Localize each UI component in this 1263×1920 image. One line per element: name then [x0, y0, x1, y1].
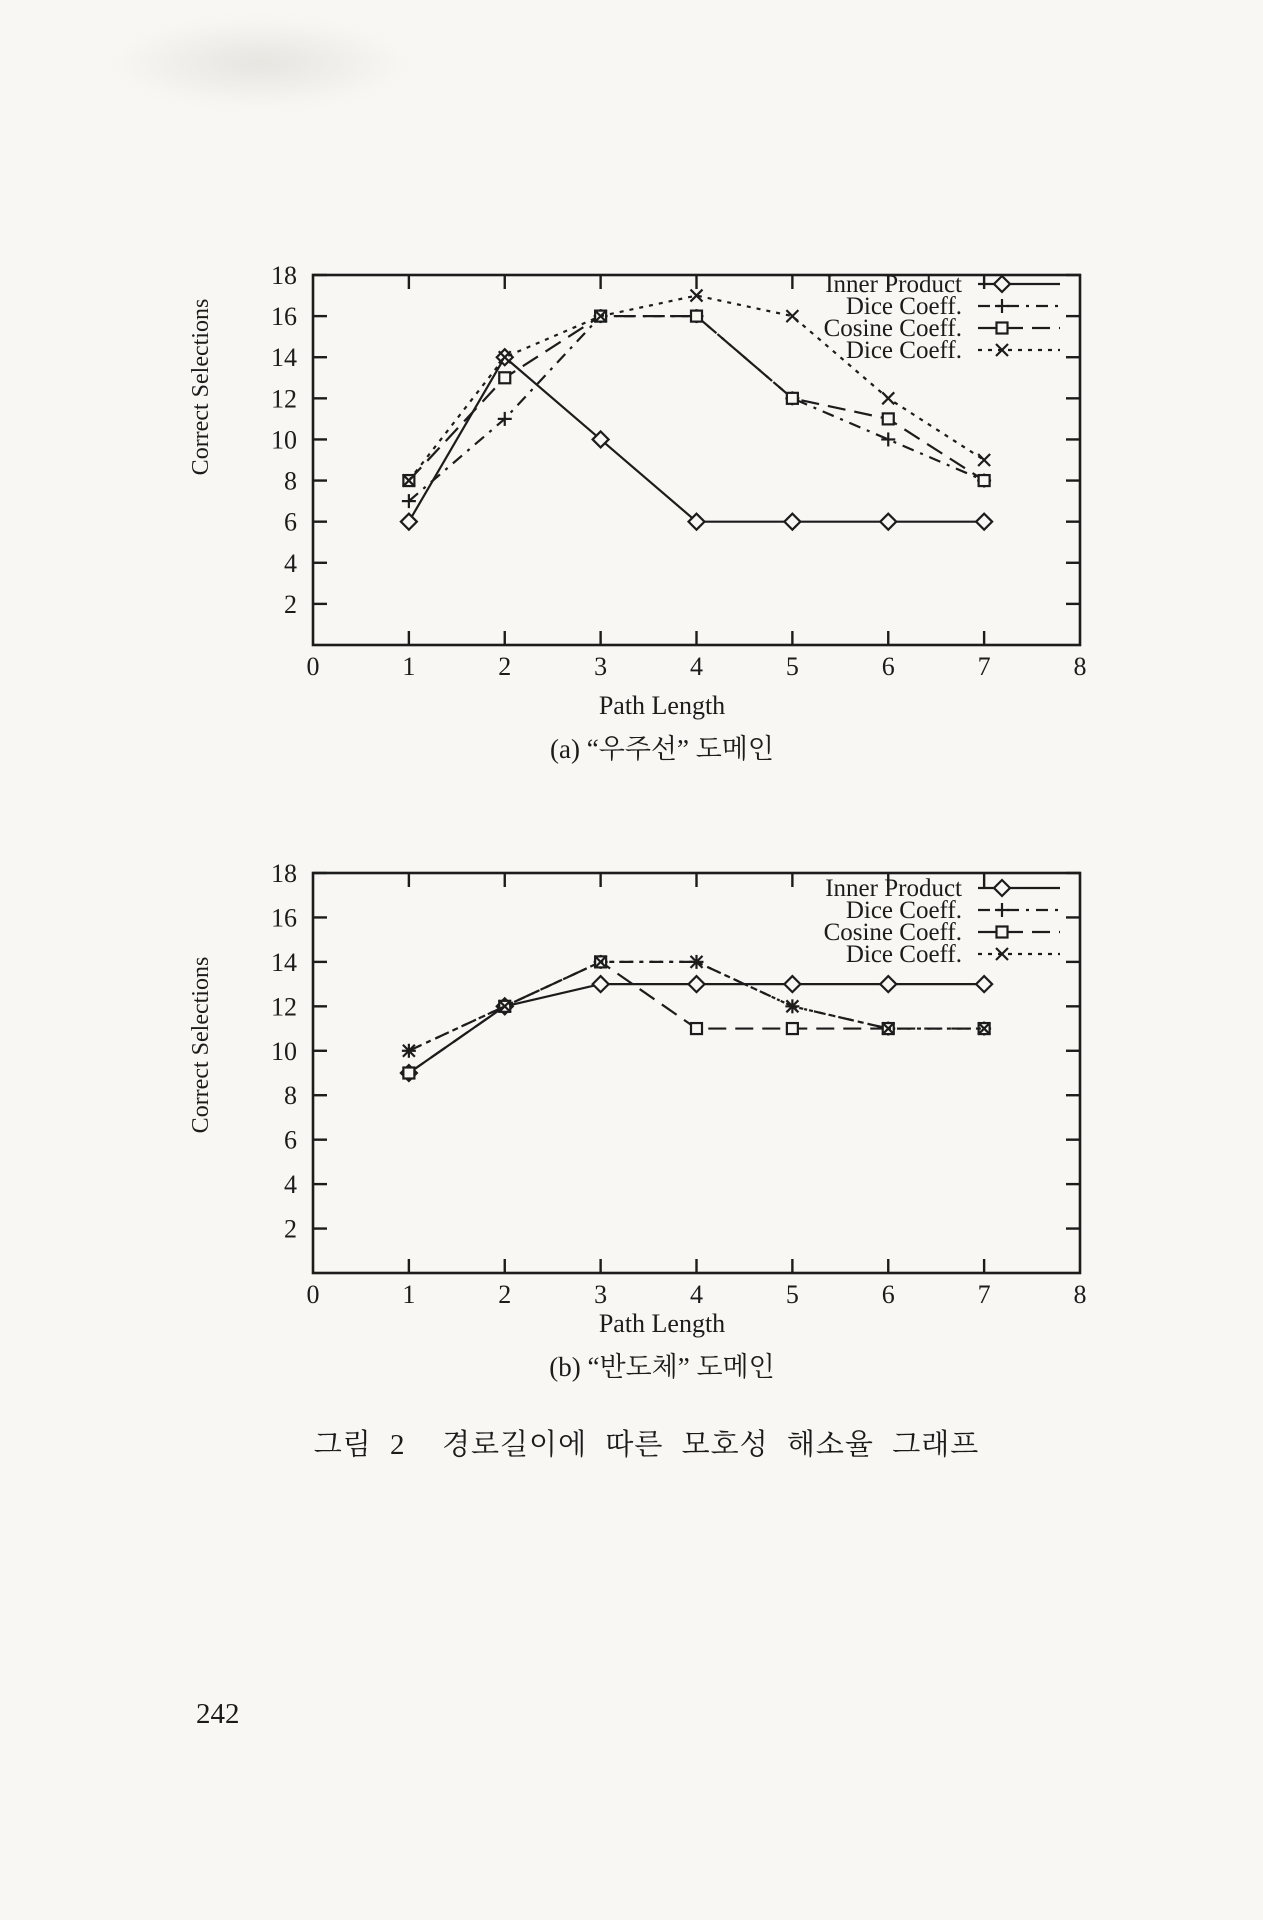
svg-text:6: 6	[881, 1280, 895, 1309]
svg-text:(a) “우주선” 도메인: (a) “우주선” 도메인	[550, 734, 774, 764]
svg-text:8: 8	[1073, 1280, 1087, 1309]
svg-text:Dice Coeff.: Dice Coeff.	[845, 293, 962, 320]
svg-text:Inner Product: Inner Product	[825, 271, 962, 298]
svg-text:Dice Coeff.: Dice Coeff.	[845, 337, 962, 364]
svg-text:1: 1	[402, 652, 416, 681]
svg-text:Correct Selections: Correct Selections	[188, 956, 214, 1134]
svg-text:16: 16	[271, 302, 297, 332]
svg-text:4: 4	[284, 1170, 297, 1200]
svg-text:14: 14	[271, 343, 297, 373]
svg-text:6: 6	[284, 1125, 297, 1155]
svg-text:Cosine Coeff.: Cosine Coeff.	[823, 919, 962, 946]
svg-text:4: 4	[690, 652, 703, 681]
svg-text:Inner Product: Inner Product	[825, 875, 962, 902]
svg-text:16: 16	[271, 903, 297, 933]
svg-text:5: 5	[785, 1280, 799, 1309]
svg-text:3: 3	[594, 1280, 608, 1309]
svg-text:18: 18	[271, 261, 297, 290]
svg-text:Correct Selections: Correct Selections	[188, 298, 214, 476]
chart-a-line-plot	[190, 195, 1090, 780]
svg-text:18: 18	[271, 859, 297, 888]
svg-text:3: 3	[594, 652, 608, 681]
svg-text:Path Length: Path Length	[598, 1309, 726, 1338]
svg-text:10: 10	[271, 1036, 297, 1066]
scan-smudge-artifact	[110, 18, 410, 108]
svg-text:8: 8	[1073, 652, 1087, 681]
svg-text:Cosine Coeff.: Cosine Coeff.	[823, 315, 962, 342]
svg-text:4: 4	[690, 1280, 703, 1309]
svg-text:5: 5	[785, 652, 799, 681]
svg-text:4: 4	[284, 548, 297, 578]
svg-text:7: 7	[977, 1280, 991, 1309]
figure-caption: 그림 2 경로길이에 따른 모호성 해소율 그래프	[313, 1429, 980, 1461]
svg-text:7: 7	[977, 652, 991, 681]
svg-text:12: 12	[271, 992, 297, 1022]
svg-text:8: 8	[284, 466, 297, 496]
svg-text:2: 2	[284, 1214, 297, 1244]
svg-text:6: 6	[881, 652, 895, 681]
svg-text:12: 12	[271, 384, 297, 414]
svg-text:Dice Coeff.: Dice Coeff.	[845, 941, 962, 968]
svg-text:2: 2	[498, 1280, 512, 1309]
svg-text:8: 8	[284, 1081, 297, 1111]
svg-text:Path Length: Path Length	[598, 691, 726, 720]
svg-text:14: 14	[271, 947, 297, 977]
svg-text:1: 1	[402, 1280, 416, 1309]
svg-text:6: 6	[284, 507, 297, 537]
svg-text:0: 0	[306, 652, 320, 681]
svg-text:2: 2	[284, 589, 297, 619]
page-number: 242	[196, 1698, 240, 1730]
svg-text:(b) “반도체” 도메인: (b) “반도체” 도메인	[549, 1352, 775, 1382]
svg-text:10: 10	[271, 425, 297, 455]
svg-text:2: 2	[498, 652, 512, 681]
chart-b-line-plot	[190, 800, 1090, 1400]
svg-text:0: 0	[306, 1280, 320, 1309]
svg-text:Dice Coeff.: Dice Coeff.	[845, 897, 962, 924]
